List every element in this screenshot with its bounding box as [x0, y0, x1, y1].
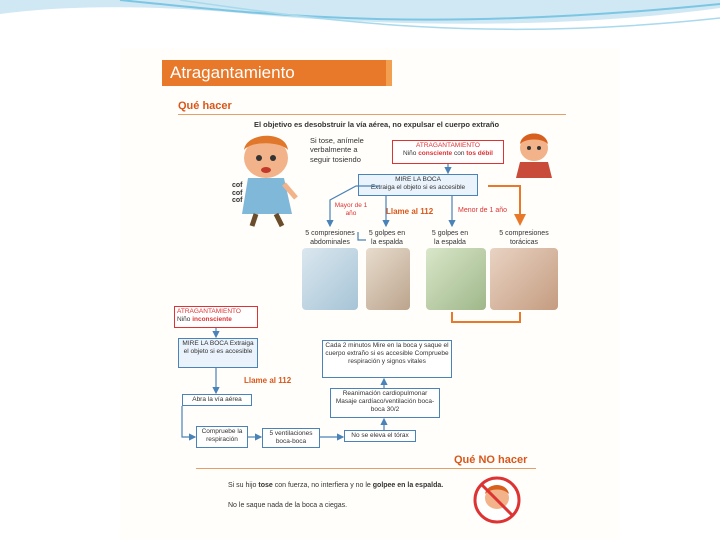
check-mouth-title: MIRE LA BOCA [395, 176, 441, 183]
chest-not-rising-box: No se eleva el tórax [344, 430, 416, 442]
section-heading-que-hacer: Qué hacer [178, 100, 232, 112]
rescue-breaths-box: 5 ventilaciones boca-boca [262, 428, 320, 448]
unconscious-call-112: Llame al 112 [244, 376, 292, 385]
unconscious-box-title: ATRAGANTAMIENTO [177, 308, 241, 315]
unconscious-box-subtitle: Niño inconsciente [177, 315, 232, 323]
older-than-1-label: Mayor de 1 año [334, 202, 368, 218]
open-airway-box: Abra la vía aérea [182, 394, 252, 406]
title-accent [386, 60, 392, 86]
photo-back-blows-infant [426, 248, 486, 310]
cpr-box: Reanimación cardiopulmonar Masaje cardíaco/ventilación boca-boca 30/2 [330, 388, 440, 418]
unconscious-choking-box [174, 306, 258, 328]
every-2-minutes-box: Cada 2 minutos Mire en la boca y saque el cuerpo extraño si es accesible Compruebe respiración y signos vitales [322, 340, 452, 378]
page-title: Atragantamiento [162, 60, 392, 86]
cough-sound: cof cof cof [232, 182, 243, 205]
conscious-box-subtitle: Niño consciente con tos débil [403, 149, 493, 157]
photo-back-blows-child [366, 248, 410, 310]
divider [178, 114, 566, 115]
call-112-label: Llame al 112 [386, 207, 434, 216]
worried-child-illustration [512, 128, 556, 178]
conscious-choking-box [392, 140, 504, 164]
step-abdominal-compressions: 5 compresiones abdominales [305, 230, 355, 246]
choking-child-illustration [226, 128, 308, 228]
objective-text: El objetivo es desobstruir la vía aérea, no expulsar el cuerpo extraño [254, 120, 500, 129]
check-mouth-text: Extraiga el objeto si es accesible [370, 183, 466, 191]
step-back-blows-older: 5 golpes en la espalda [368, 230, 406, 246]
unconscious-check-mouth-box: MIRE LA BOCA Extraiga el objeto si es accesible [178, 338, 258, 368]
no-hacer-item-2: No le saque nada de la boca a ciegas. [228, 502, 348, 509]
section-heading-que-no-hacer: Qué NO hacer [454, 454, 528, 466]
step-back-blows-infant: 5 golpes en la espalda [431, 230, 469, 246]
photo-abdominal-thrusts [302, 248, 358, 310]
younger-than-1-label: Menor de 1 año [458, 207, 508, 214]
step-chest-compressions: 5 compresiones torácicas [499, 230, 549, 246]
cough-note: Si tose, anímele verbalmente a seguir tosiendo [310, 136, 364, 164]
no-entry-child-illustration [472, 476, 522, 524]
check-mouth-box [358, 174, 478, 196]
divider-no-hacer [196, 468, 536, 469]
photo-chest-compressions-infant [490, 248, 558, 310]
check-breathing-box: Compruebe la respiración [196, 426, 248, 448]
conscious-box-title: ATRAGANTAMIENTO [416, 142, 480, 149]
no-hacer-item-1: Si su hijo tose con fuerza, no interfiera y no le golpee en la espalda. [228, 482, 444, 489]
